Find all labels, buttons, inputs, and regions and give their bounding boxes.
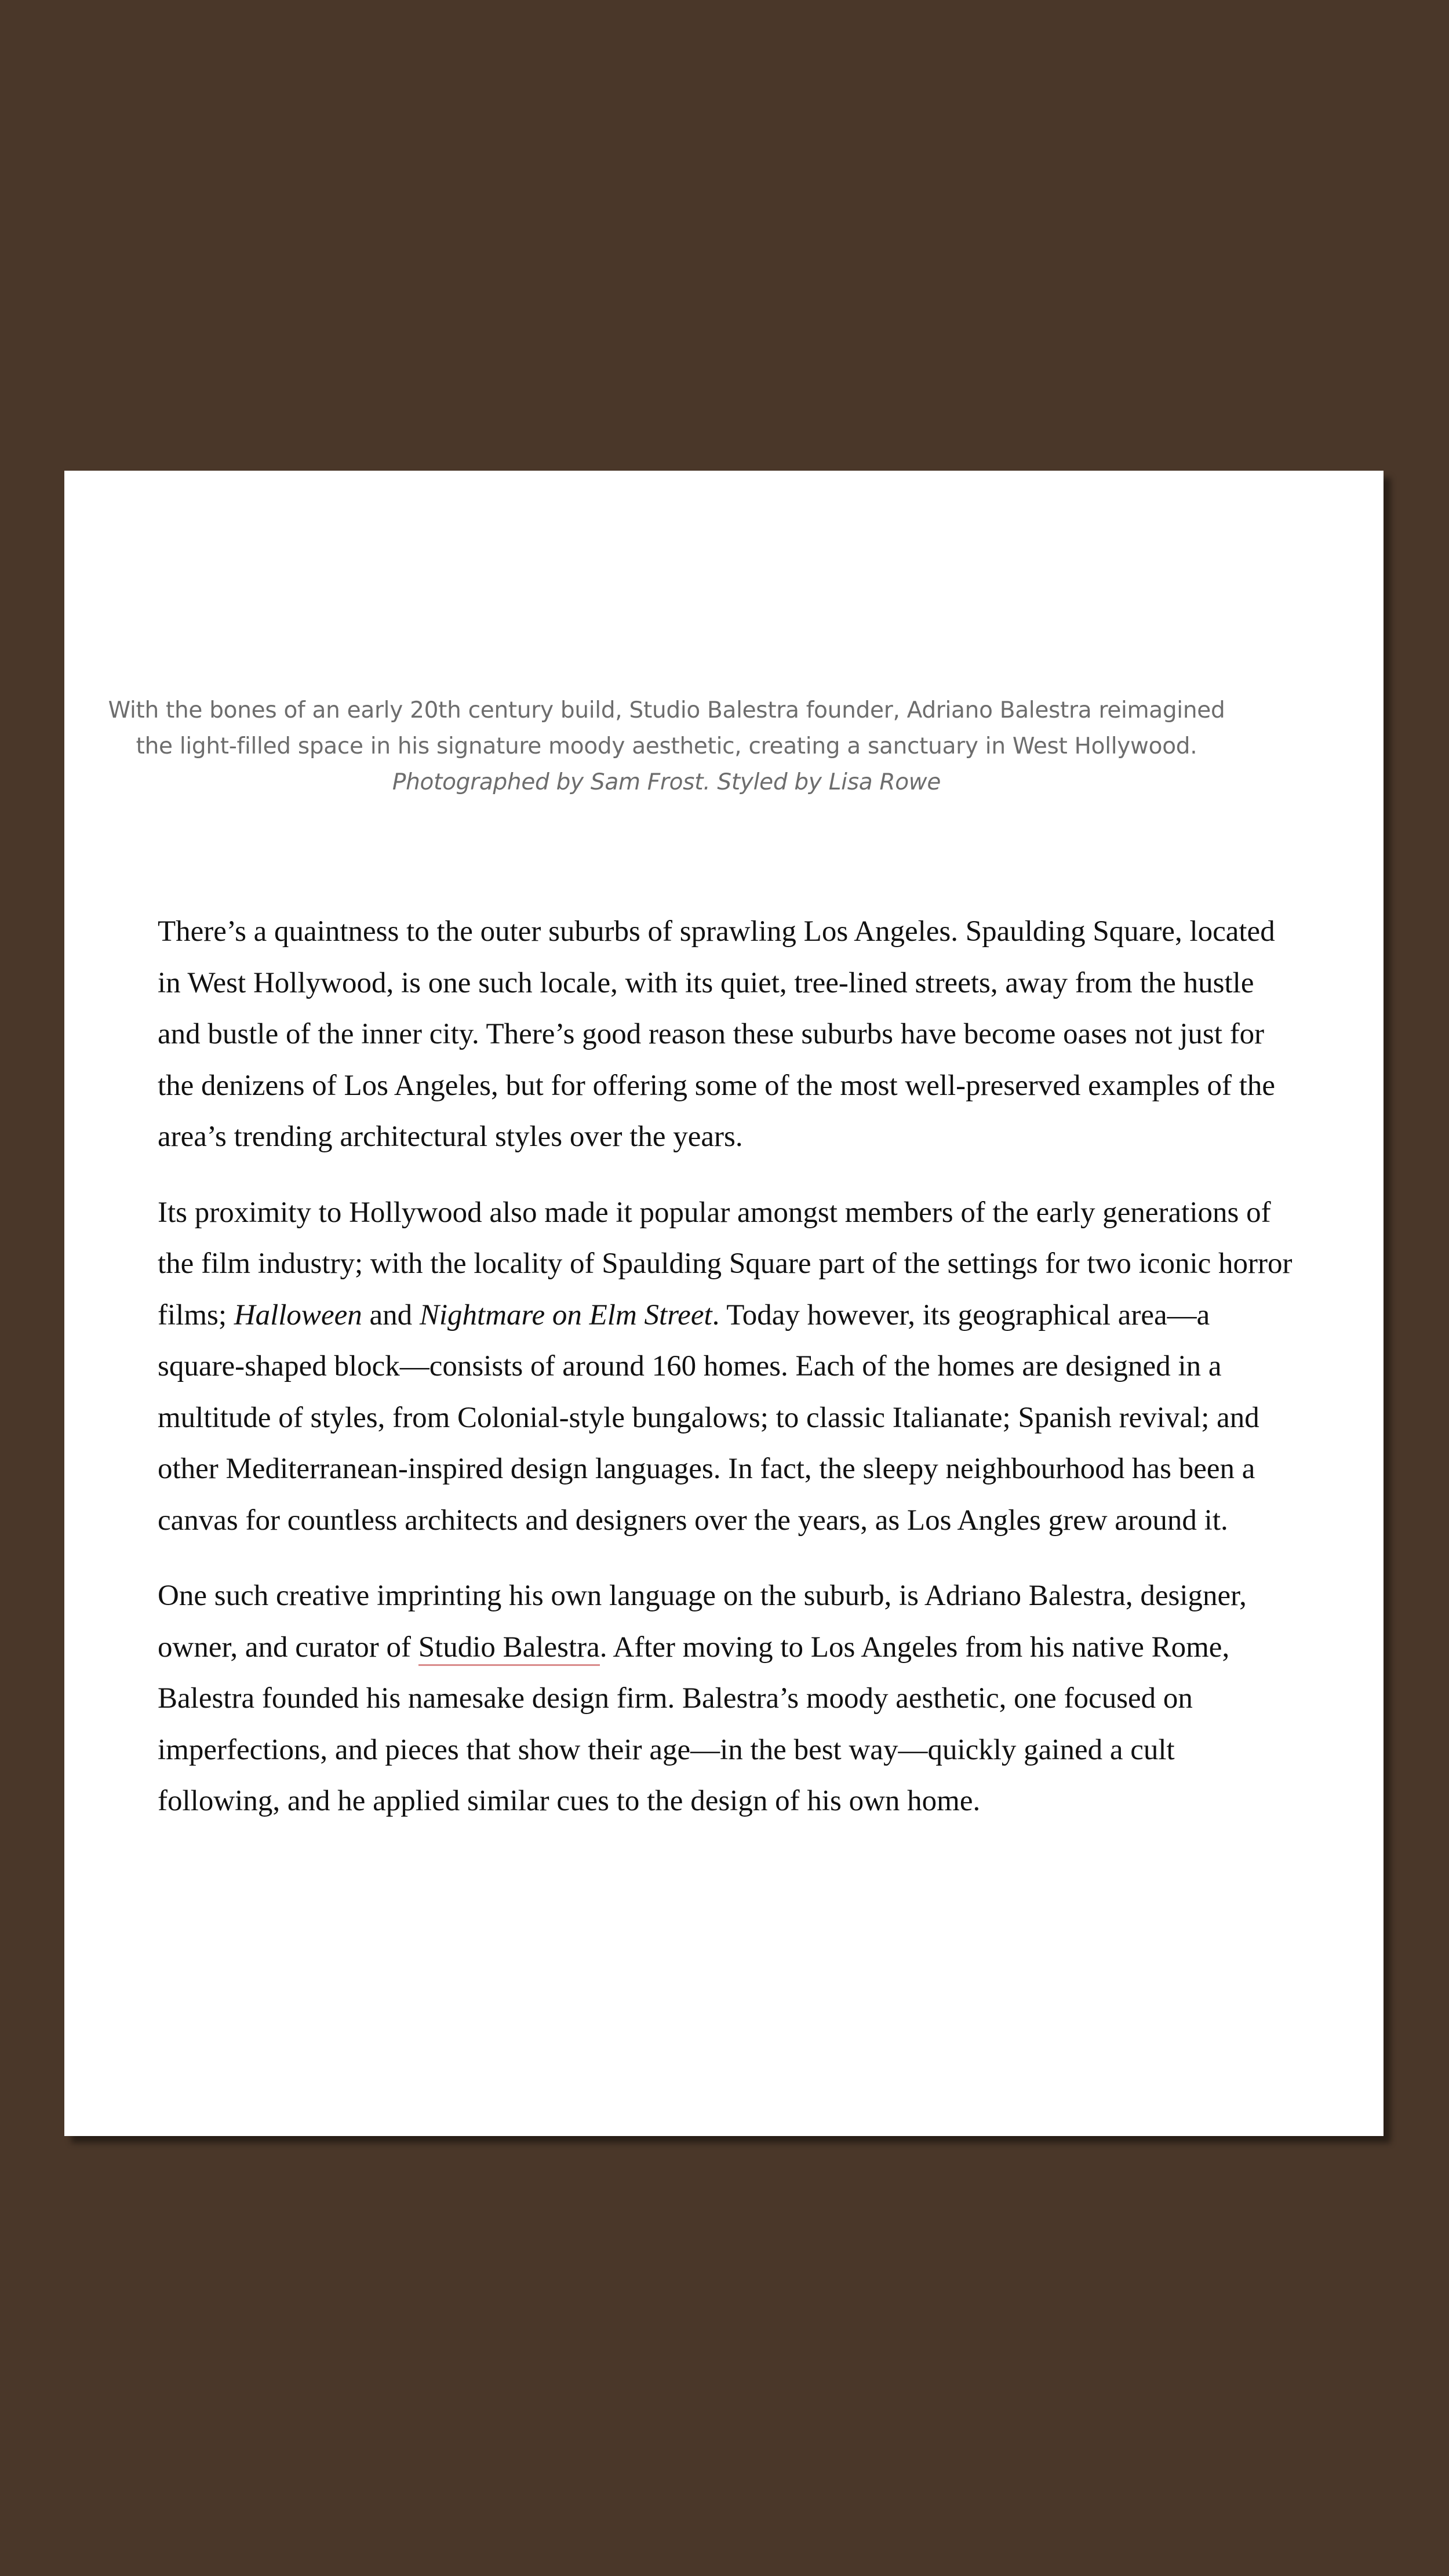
paragraph-2 [158,1187,1301,1547]
image-caption [87,693,1246,801]
paragraph-2-conjunction: and [362,1298,420,1331]
studio-balestra-link[interactable]: Studio Balestra [418,1631,600,1666]
article-body [158,906,1301,1851]
caption-credit: Photographed by Sam Frost. Styled by Lisa Rowe [392,769,941,795]
paragraph-2-text-end: . Today however, its geographical area—a square-shaped block—consists of around 160 homes. Each of the homes are designed in a multitude of styles, from Colonial-style bungalows; to classic Italianate; Spanish revival; and other Mediterranean-inspired design languages. In fact, the sleepy neighbourhood has been a canvas for countless architects and designers over the years, as Los Angles grew around it. [158,1298,1259,1537]
paragraph-3-text-start: One such creative imprinting his own language on the suburb, is Adriano Balestra, designer, owner, and curator of [158,1580,1247,1664]
paragraph-2-text-start: Its proximity to Hollywood also made it popular amongst members of the early generations of the film industry; with the locality of Spaulding Square part of the settings for two iconic horror films; [158,1196,1293,1331]
paragraph-1-text: There’s a quaintness to the outer suburbs of sprawling Los Angeles. Spaulding Square, located in West Hollywood, is one such locale, with its quiet, tree-lined streets, away from the hustle and bustle of the inner city. There’s good reason these suburbs have become oases not just for the denizens of Los Angeles, but for offering some of the most well-preserved examples of the area’s trending architectural styles over the years. [158,915,1276,1153]
paragraph-3-text-end: . After moving to Los Angeles from his native Rome, Balestra founded his namesake design firm. Balestra’s moody aesthetic, one focused on imperfections, and pieces that show their age—in the best way—quickly gained a cult following, and he applied similar cues to the design of his own home. [158,1631,1230,1817]
caption-text: With the bones of an early 20th century build, Studio Balestra founder, Adriano Balestra reimagined the light-filled space in his signature moody aesthetic, creating a sanctuary in West Hollywood. [108,697,1225,759]
film-title-nightmare: Nightmare on Elm Street [419,1298,712,1331]
paragraph-1 [158,906,1301,1163]
paragraph-3 [158,1570,1301,1827]
film-title-halloween: Halloween [234,1298,362,1331]
